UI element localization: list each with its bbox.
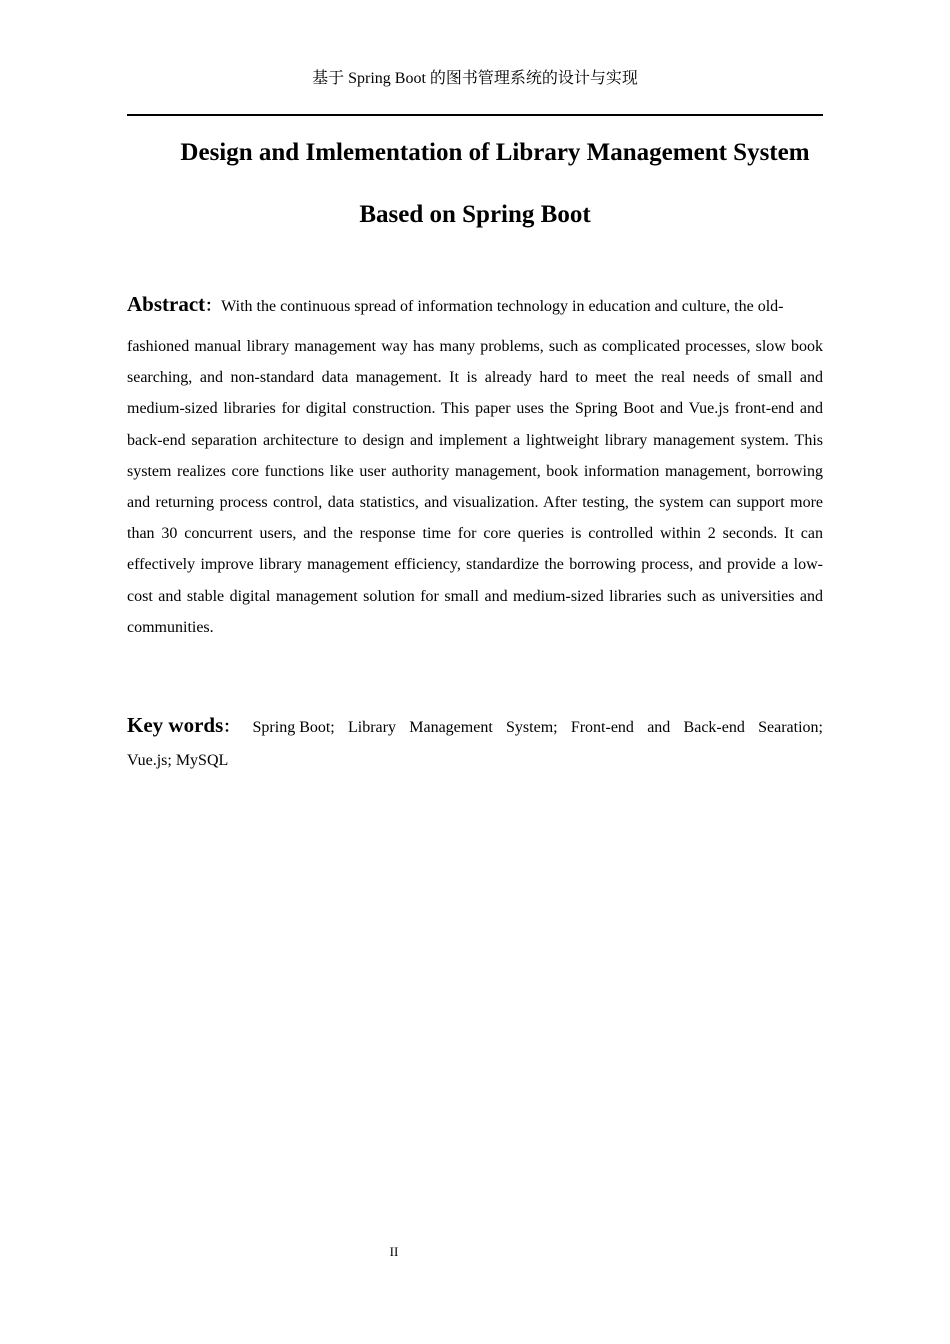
abstract-label: Abstract — [127, 292, 206, 316]
keyword-term: Back-end — [683, 719, 745, 736]
running-header: 基于 Spring Boot 的图书管理系统的设计与实现 — [312, 70, 638, 87]
keyword-term: Front-end — [570, 719, 634, 736]
title-line-1: Design and Imlementation of Library Management System — [180, 139, 810, 166]
keywords-label — [127, 707, 239, 746]
title-line-2: Based on Spring Boot — [359, 201, 591, 228]
keyword-term: Management — [409, 719, 493, 736]
keyword-term: Spring Boot; — [252, 719, 335, 736]
keyword-term: Library — [348, 719, 396, 736]
page-number: II — [389, 1244, 399, 1259]
keywords-continuation: Vue.js; MySQL — [127, 752, 229, 769]
keyword-term: and — [647, 719, 671, 736]
title-block — [127, 136, 823, 260]
keywords-colon: ： — [223, 719, 240, 736]
keyword-term: Searation; — [758, 719, 823, 736]
abstract-first-line — [127, 286, 823, 331]
abstract-section — [127, 286, 823, 643]
abstract-body: fashioned manual library management way has many problems, such as complicated processes, slow book searching, and non-standard data management. It is already hard to meet the real needs of small and medium-sized libraries for digital construction. This paper uses the Spring Boot and Vue.js front-end and back-end separation architecture to design and implement a lightweight library management system. This system realizes core functions like user authority management, book information management, borrowing and returning process control, data statistics, and visualization. After testing, the system can support more than 30 concurrent users, and the response time for core queries is controlled within 2 seconds. It can effectively improve library management efficiency, standardize the borrowing process, and provide a low-cost and stable digital management solution for small and medium-sized libraries such as universities and communities. — [127, 338, 823, 636]
abstract-opening-text: With the continuous spread of information technology in education and culture, the old- — [221, 298, 784, 315]
keyword-term: System; — [506, 719, 558, 736]
keywords-first-line — [127, 707, 823, 749]
keywords-label-words: words — [168, 713, 224, 737]
abstract-colon: ： — [205, 298, 222, 315]
header-rule — [127, 114, 823, 116]
keywords-label-key: Key — [127, 713, 164, 737]
keywords-section — [127, 707, 823, 773]
